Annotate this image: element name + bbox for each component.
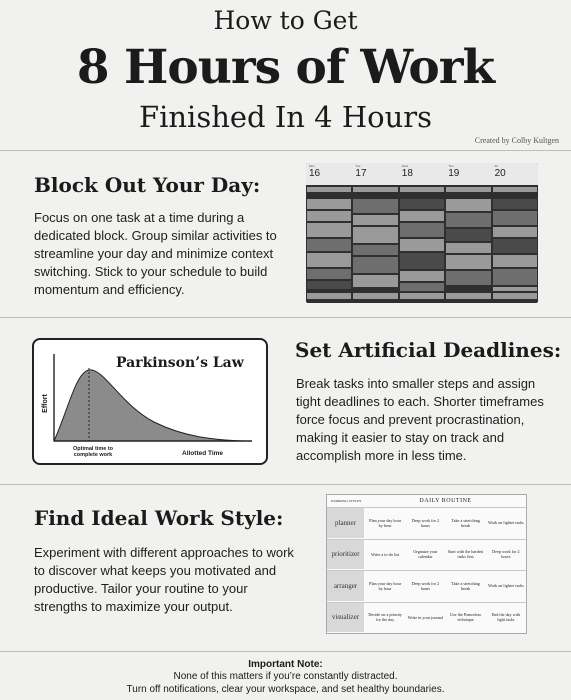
calendar-event-block — [400, 199, 444, 209]
calendar-event-block — [353, 227, 397, 243]
calendar-event-block — [493, 239, 537, 253]
calendar-day-label: Mon — [309, 164, 315, 168]
routine-corner: WORKING STYLES — [330, 499, 362, 503]
divider — [0, 317, 571, 318]
parkinson-xlabel-allotted: Allotted Time — [182, 450, 224, 457]
header-line-1: How to Get — [213, 6, 358, 35]
calendar-event-block — [353, 199, 397, 213]
routine-style-arranger: arranger — [327, 571, 364, 601]
calendar-event-block — [353, 245, 397, 255]
calendar-event-block — [446, 187, 490, 192]
footer-title: Important Note: — [248, 659, 323, 670]
parkinson-title: Parkinson’s Law — [116, 355, 244, 371]
footer-line-1: None of this matters if you’re constantly distracted. — [173, 671, 398, 682]
calendar-event-block — [353, 275, 397, 287]
calendar-day-number: 19 — [448, 168, 460, 179]
section-title-deadlines: Set Artificial Deadlines: — [295, 338, 562, 362]
calendar-event-block — [446, 243, 490, 253]
calendar-event-block — [446, 199, 490, 211]
section-title-workstyle: Find Ideal Work Style: — [34, 506, 284, 530]
footer-line-2: Turn off notifications, clear your workspace, and set healthy boundaries. — [126, 684, 445, 695]
calendar-event-block — [307, 187, 351, 192]
parkinson-curve — [34, 340, 266, 463]
header-line-3: Finished In 4 Hours — [138, 100, 433, 134]
calendar-event-block — [446, 229, 490, 241]
routine-cell: Deep work for 2 hours — [411, 580, 440, 591]
routine-cell: Plan your day hour by hour — [369, 517, 402, 528]
calendar-event-block — [307, 269, 351, 279]
routine-cell: End the day with light tasks — [491, 612, 521, 623]
credit: Created by Colby Kultgen — [474, 136, 559, 145]
calendar-event-block — [353, 215, 397, 225]
calendar-event-block — [307, 199, 351, 209]
routine-row-divider — [327, 507, 526, 508]
routine-cell: Work on lighter tasks — [487, 520, 524, 526]
header-line-2: 8 Hours of Work — [76, 40, 495, 95]
calendar-event-block — [353, 187, 397, 192]
calendar-event-block — [493, 227, 537, 237]
calendar-event-block — [400, 187, 444, 192]
calendar-image — [306, 163, 538, 303]
calendar-event-block — [400, 239, 444, 251]
calendar-day-number: 20 — [494, 168, 506, 179]
section-body-block: Focus on one task at a time during a dedicated block. Group similar activities to streamline your day and minimize context switching. Stick to your schedule to build momentum and efficiency. — [34, 210, 277, 297]
routine-style-visualizer: visualizer — [327, 603, 364, 633]
calendar-day-number: 17 — [355, 168, 367, 179]
calendar-event-block — [307, 293, 351, 299]
routine-cell: Organize your calendar — [413, 549, 438, 560]
calendar-event-block — [493, 211, 537, 225]
calendar-event-block — [493, 187, 537, 192]
divider — [0, 651, 571, 652]
routine-cell: Start with the hardest tasks first — [447, 549, 484, 560]
calendar-event-block — [400, 283, 444, 291]
calendar-event-block — [400, 293, 444, 299]
routine-row-divider — [327, 602, 526, 603]
calendar-event-block — [493, 255, 537, 267]
routine-row-divider — [327, 570, 526, 571]
routine-cell: Decide on a priority for the day — [368, 612, 402, 623]
routine-cell: Write a to-do list — [370, 551, 400, 557]
calendar-event-block — [446, 271, 490, 285]
daily-routine-table — [326, 494, 527, 634]
routine-cell: Deep work for 2 hours — [492, 549, 520, 560]
calendar-event-block — [446, 213, 490, 227]
section-body-deadlines: Break tasks into smaller steps and assign tight deadlines to each. Shorter timeframes force focus and prevent procrastination, making it easier to stay on track and accomplish more in less time. — [296, 376, 544, 463]
calendar-event-block — [400, 271, 444, 281]
routine-cell: Write in your journal — [407, 614, 444, 620]
routine-style-prioritizer: prioritizer — [327, 540, 364, 570]
calendar-event-block — [307, 281, 351, 289]
calendar-event-block — [493, 199, 537, 209]
routine-header: DAILY ROUTINE — [419, 497, 472, 504]
routine-row-divider — [327, 539, 526, 540]
calendar-event-block — [307, 239, 351, 251]
routine-cell: Plan your day hour by hour — [369, 580, 402, 591]
calendar-event-block — [307, 253, 351, 267]
calendar-day-number: 16 — [309, 168, 321, 179]
calendar-event-block — [446, 293, 490, 299]
calendar-event-block — [353, 257, 397, 273]
section-body-workstyle: Experiment with different approaches to work to discover what keeps you motivated and productive. Tailor your routine to your strengths to maximize your output. — [34, 545, 294, 614]
section-title-block: Block Out Your Day: — [34, 173, 261, 197]
calendar-event-block — [400, 211, 444, 221]
calendar-day-label: Fri — [494, 164, 499, 168]
parkinson-xlabel-optimal: Optimal time to complete work — [72, 446, 114, 458]
parkinson-chart — [32, 338, 268, 465]
calendar-event-block — [400, 253, 444, 269]
calendar-day-label: Tue — [355, 164, 361, 168]
calendar-event-block — [493, 269, 537, 285]
calendar-event-block — [353, 293, 397, 299]
calendar-event-block — [307, 211, 351, 221]
routine-cell: Use the Pomodoro technique — [450, 612, 482, 623]
routine-cell: Deep work for 2 hours — [411, 517, 440, 528]
parkinson-ylabel: Effort — [41, 394, 49, 413]
calendar-event-block — [493, 287, 537, 291]
routine-cell: Take a stretching break — [451, 580, 480, 591]
divider — [0, 484, 571, 485]
routine-cell: Work on lighter tasks — [487, 583, 524, 589]
calendar-day-label: Thu — [448, 164, 454, 168]
calendar-event-block — [446, 255, 490, 269]
calendar-event-block — [493, 293, 537, 299]
calendar-day-number: 18 — [401, 168, 413, 179]
divider — [0, 150, 571, 151]
routine-style-planner: planner — [327, 508, 364, 538]
routine-cell: Take a stretching break — [451, 517, 480, 528]
calendar-event-block — [400, 223, 444, 237]
calendar-event-block — [307, 223, 351, 237]
calendar-day-label: Wed — [401, 164, 408, 168]
